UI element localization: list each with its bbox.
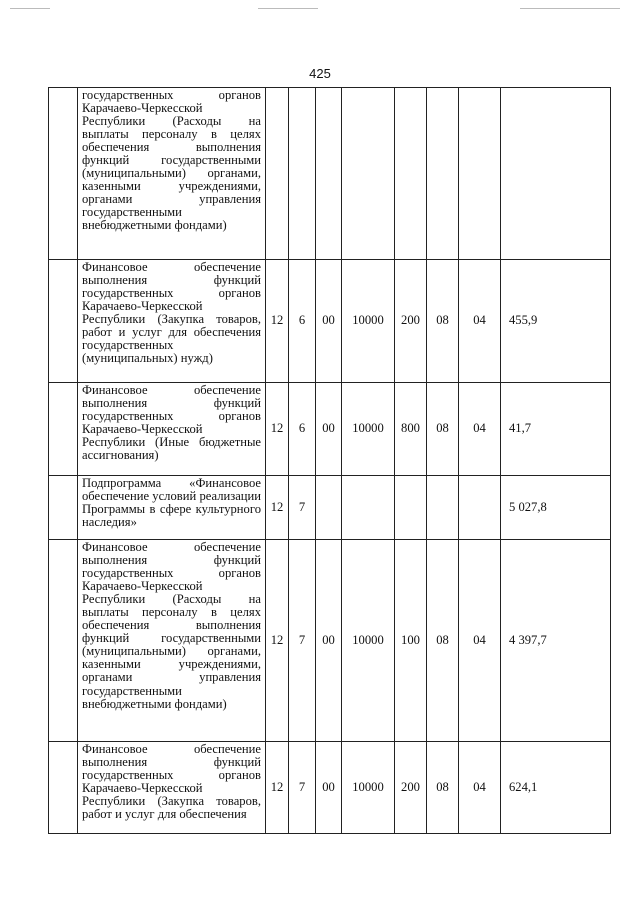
expense-code [342,476,395,540]
kvr-code [395,88,427,260]
kvr-code: 200 [395,742,427,834]
program-code: 12 [266,476,289,540]
program-code: 12 [266,383,289,476]
table-row [49,383,611,476]
expense-code: 10000 [342,383,395,476]
section-code: 08 [427,260,459,383]
subprogram-code: 7 [289,540,316,742]
scan-artifact [520,8,620,9]
amount-cell: 624,1 [501,742,611,834]
row-number-cell [49,88,78,260]
row-description: Подпрограмма «Финансовое обеспечение условий реализации Программы в сфере культурного наследия» [78,476,266,540]
direction-code [316,476,342,540]
section-code [427,476,459,540]
row-number-cell [49,383,78,476]
subsection-code: 04 [459,260,501,383]
row-description: государственных органов Карачаево-Черкесской Республики (Расходы на выплаты персоналу в целях обеспечения выполнения функций государственными (муниципальными) органами, казенными учреждениями, органами управления государственными внебюджетными фондами) [78,88,266,260]
direction-code [316,88,342,260]
direction-code: 00 [316,383,342,476]
amount-cell [501,88,611,260]
section-code: 08 [427,540,459,742]
amount-cell: 41,7 [501,383,611,476]
subsection-code [459,88,501,260]
direction-code: 00 [316,260,342,383]
subprogram-code: 7 [289,476,316,540]
row-number-cell [49,540,78,742]
subprogram-code [289,88,316,260]
program-code: 12 [266,742,289,834]
budget-table [48,87,611,834]
table-row [49,742,611,834]
subprogram-code: 6 [289,260,316,383]
subsection-code: 04 [459,742,501,834]
table-row [49,88,611,260]
subsection-code: 04 [459,383,501,476]
row-number-cell [49,260,78,383]
row-description: Финансовое обеспечение выполнения функций государственных органов Карачаево-Черкесской Республики (Закупка товаров, работ и услуг для обеспечения [78,742,266,834]
expense-code: 10000 [342,742,395,834]
row-description: Финансовое обеспечение выполнения функций государственных органов Карачаево-Черкесской Республики (Иные бюджетные ассигнования) [78,383,266,476]
row-description: Финансовое обеспечение выполнения функций государственных органов Карачаево-Черкесской Республики (Закупка товаров, работ и услуг для обеспечения государственных (муниципальных) нужд) [78,260,266,383]
row-number-cell [49,476,78,540]
section-code [427,88,459,260]
expense-code [342,88,395,260]
row-number-cell [49,742,78,834]
scan-artifact [258,8,318,9]
table-row [49,260,611,383]
subprogram-code: 6 [289,383,316,476]
row-description: Финансовое обеспечение выполнения функций государственных органов Карачаево-Черкесской Республики (Расходы на выплаты персоналу в целях обеспечения выполнения функций государственными (муниципальными) органами, казенными учреждениями, органами управления государственными внебюджетными фондами) [78,540,266,742]
amount-cell: 5 027,8 [501,476,611,540]
kvr-code: 100 [395,540,427,742]
amount-cell: 4 397,7 [501,540,611,742]
amount-cell: 455,9 [501,260,611,383]
kvr-code: 800 [395,383,427,476]
table-row [49,540,611,742]
page-number: 425 [309,66,331,81]
subsection-code [459,476,501,540]
kvr-code: 200 [395,260,427,383]
subprogram-code: 7 [289,742,316,834]
scan-artifact [10,8,50,9]
program-code [266,88,289,260]
subsection-code: 04 [459,540,501,742]
program-code: 12 [266,260,289,383]
section-code: 08 [427,742,459,834]
expense-code: 10000 [342,540,395,742]
table-row [49,476,611,540]
direction-code: 00 [316,742,342,834]
direction-code: 00 [316,540,342,742]
expense-code: 10000 [342,260,395,383]
kvr-code [395,476,427,540]
program-code: 12 [266,540,289,742]
section-code: 08 [427,383,459,476]
